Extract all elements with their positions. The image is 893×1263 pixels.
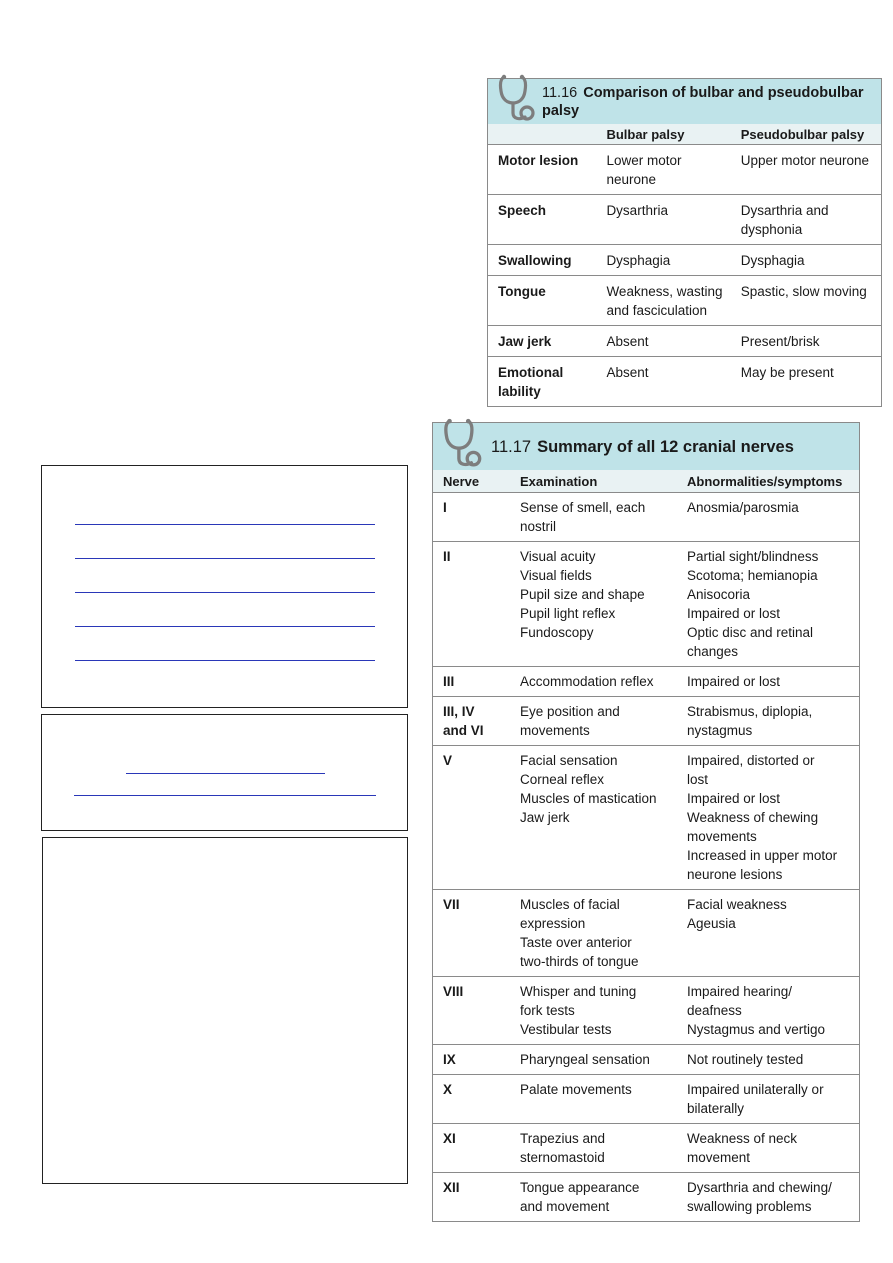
col-header: Nerve (443, 474, 480, 489)
cell-nerve: I (443, 500, 447, 515)
cell-abn: Anosmia/parosmia (687, 500, 799, 515)
notes-box-2 (41, 714, 408, 831)
cell-nerve: III, IV and VI (443, 704, 484, 738)
cell-exam: Muscles of facial expression Taste over anterior two-thirds of tongue (520, 897, 639, 969)
column-headers (433, 470, 859, 493)
notes-box-1 (41, 465, 408, 708)
table-row (488, 195, 881, 245)
column-headers (488, 124, 881, 145)
cell-exam: Sense of smell, each nostril (520, 500, 646, 534)
cell-nerve: IX (443, 1052, 456, 1067)
link-line[interactable] (75, 524, 375, 525)
cell-feature: Motor lesion (498, 153, 579, 168)
table-header (433, 423, 859, 470)
cell-abn: Impaired or lost (687, 674, 781, 689)
link-line[interactable] (75, 660, 375, 661)
table-row (488, 276, 881, 326)
cell-nerve: XI (443, 1131, 456, 1146)
cell-exam: Visual acuity Visual fields Pupil size and shape Pupil light reflex Fundoscopy (520, 549, 645, 640)
cell-abn: Weakness of neck movement (687, 1131, 798, 1165)
table-row (433, 1045, 859, 1075)
col-header: Bulbar palsy (606, 127, 685, 142)
cell-bulbar: Absent (606, 334, 649, 349)
col-header: Abnormalities/symptoms (687, 474, 843, 489)
table-title: Comparison of bulbar and pseudobulbar (583, 84, 864, 101)
cell-feature: Swallowing (498, 253, 572, 268)
table-row (433, 1173, 859, 1221)
link-line[interactable] (75, 592, 375, 593)
table-row (433, 1124, 859, 1173)
table-11-16 (487, 78, 882, 407)
cell-nerve: VIII (443, 984, 464, 999)
cell-pseudo: Present/brisk (740, 334, 820, 349)
table-body (488, 145, 881, 406)
cell-exam: Palate movements (520, 1082, 632, 1097)
cell-exam: Tongue appearance and movement (520, 1180, 640, 1214)
table-row (488, 326, 881, 357)
cell-pseudo: Upper motor neurone (740, 153, 870, 168)
cell-bulbar: Dysphagia (606, 253, 671, 268)
link-line[interactable] (74, 795, 376, 796)
cell-nerve: III (443, 674, 455, 689)
cell-bulbar: Absent (606, 365, 649, 380)
link-line[interactable] (75, 558, 375, 559)
cell-abn: Dysarthria and chewing/ swallowing problems (687, 1180, 832, 1214)
cell-nerve: II (443, 549, 451, 564)
stethoscope-icon (494, 73, 538, 123)
table-row (433, 697, 859, 746)
cell-abn: Strabismus, diplopia, nystagmus (687, 704, 813, 738)
cell-exam: Eye position and movements (520, 704, 620, 738)
cell-pseudo: Dysphagia (740, 253, 805, 268)
cell-pseudo: May be present (740, 365, 834, 380)
table-row (433, 667, 859, 697)
cell-abn: Facial weakness Ageusia (687, 897, 787, 931)
cell-pseudo: Dysarthria and dysphonia (740, 203, 829, 237)
cell-exam: Whisper and tuning fork tests Vestibular tests (520, 984, 637, 1037)
table-row (488, 245, 881, 276)
cell-feature: Jaw jerk (498, 334, 552, 349)
cell-feature: Emotional lability (498, 365, 564, 399)
cell-exam: Accommodation reflex (520, 674, 654, 689)
cell-abn: Impaired hearing/ deafness Nystagmus and vertigo (687, 984, 826, 1037)
table-title: Summary of all 12 cranial nerves (537, 437, 794, 456)
cell-nerve: V (443, 753, 453, 768)
cell-abn: Not routinely tested (687, 1052, 804, 1067)
cell-exam: Pharyngeal sensation (520, 1052, 650, 1067)
cell-exam: Trapezius and sternomastoid (520, 1131, 606, 1165)
cell-nerve: VII (443, 897, 460, 912)
table-row (433, 890, 859, 977)
cell-feature: Tongue (498, 284, 546, 299)
notes-box-3 (42, 837, 408, 1184)
table-row (488, 145, 881, 195)
link-line[interactable] (75, 626, 375, 627)
link-line[interactable] (126, 773, 325, 774)
cell-pseudo: Spastic, slow moving (740, 284, 867, 299)
cell-abn: Impaired unilaterally or bilaterally (687, 1082, 824, 1116)
col-header (488, 124, 606, 144)
stethoscope-icon (439, 417, 485, 469)
col-header: Pseudobulbar palsy (740, 127, 865, 142)
table-number: 11.17 (491, 437, 532, 456)
table-title-cont: palsy (542, 102, 580, 119)
cell-bulbar: Weakness, wasting and fasciculation (606, 284, 723, 318)
table-header (488, 79, 881, 124)
table-row (433, 1075, 859, 1124)
table-row (433, 542, 859, 667)
cell-nerve: X (443, 1082, 453, 1097)
table-number: 11.16 (542, 84, 578, 101)
table-row (433, 977, 859, 1045)
table-11-17 (432, 422, 860, 1222)
cell-nerve: XII (443, 1180, 460, 1195)
col-header: Examination (520, 474, 598, 489)
cell-abn: Impaired, distorted or lost Impaired or lost Weakness of chewing movements Increased in upper motor neurone lesions (687, 753, 838, 882)
cell-feature: Speech (498, 203, 547, 218)
cell-bulbar: Lower motor neurone (606, 153, 682, 187)
table-row (488, 357, 881, 406)
table-row (433, 746, 859, 890)
cell-bulbar: Dysarthria (606, 203, 668, 218)
table-body (433, 493, 859, 1221)
table-row (433, 493, 859, 542)
cell-exam: Facial sensation Corneal reflex Muscles of mastication Jaw jerk (520, 753, 657, 825)
cell-abn: Partial sight/blindness Scotoma; hemianopia Anisocoria Impaired or lost Optic disc and retinal changes (687, 549, 819, 659)
